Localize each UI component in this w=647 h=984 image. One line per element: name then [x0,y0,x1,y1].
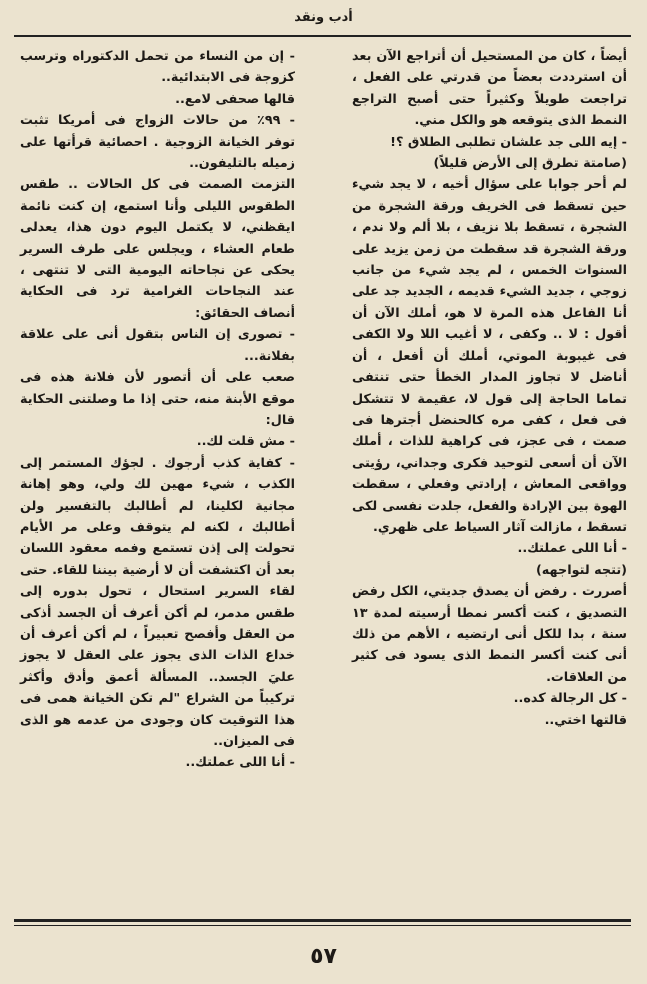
paragraph: صعب على أن أتصور لأن فلانة هذه فى موقع الأبنة منه، حتى إذا ما وصلتنى الحكاية قال: [20,370,295,428]
dialogue-line: - كل الرجالة كده.. [513,691,627,707]
dialogue-line: - إيه اللى جد علشان تطلبى الطلاق ؟! [390,134,627,150]
page-number: ٥٧ [310,944,337,969]
paragraph: أيضاً ، كان من المستحيل أن أتراجع الآن بعد أن استرددت بعضاً من قدرتي على الفعل ، تراجعت طويلاً وكثيراً حتى أصبح التراجع النمط الذى يتوقعه هو والكل مني. [352,49,627,129]
footer-rule [14,919,631,922]
dialogue-line: - ٩٩٪ من حالات الزواج فى أمريكا تثبت توفر الخيانة الزوجية . احصائية قرأتها على زميله بالتليفون.. [20,113,295,172]
paragraph: التزمت الصمت فى كل الحالات .. طقس الطقوس الليلى وأنا استمع، إن كنت نائمة ايقظني، لا يكتمل اليوم دون هذا، يعدلى طعام العشاء ، ويجلس على طرف السرير يحكى عن نجاحاته اليومية التى لا تنتهى ، عند النجاحات الغرامية ترد فى الحكاية أنصاف الحقائق: [20,177,295,321]
stage-direction: (صامتة تطرق إلى الأرض قليلاً) [433,156,627,172]
dialogue-line: - تصورى إن الناس بتقول أنى على علاقة بفلانة... [20,327,295,364]
dialogue-line: - إن من النساء من تحمل الدكتوراه وترسب كزوجة فى الابتدائية.. [20,49,295,86]
dialogue-line: - كفاية كذب أرجوك . لجؤك المستمر إلى الكذب ، شيء مهين لك ولي، وهو إهانة مجانية لكلينا، لم أطالبك بالتفسير ولن أطالبك ، لكنه لم يتوقف وعلى مر الأيام تحولت إلى إذن تستمع وفمه معقود اللسان بعد أن اكتشفت أن لا أرضية بيننا للقاء. حتى لقاء السرير استحال ، تحول بدوره إلى طقس مدمر، لم أكن أعرف أن الجسد أذكى من العقل وأفصح تعبيراً ، لم أكن أعرف أن خداع الذات الذى يجوز على العقل لا يجوز عليَ الجسد.. المسألة أعمق وأدق وأكثر تركيباً من الشراع "لم تكن الخيانة همى فى هذا التوقيت كان وجودى من عدمه هو الذى فى الميزان.. [20,455,295,749]
stage-direction: (تتجه لتواجهه) [535,562,627,578]
right-column [352,46,627,731]
paragraph: قالتها اختي.. [544,712,627,728]
section-header: أدب ونقد [294,10,353,25]
dialogue-line: - مش قلت لك.. [196,434,295,450]
footer-rule-thin [14,925,631,926]
paragraph: أصررت . رفض أن يصدق جديتي، الكل رفض التصديق ، كنت أكسر نمطا أرسيته لمدة ١٣ سنة ، بدا للكل أنى ارتضيه ، الأهم من ذلك أنى كنت أكسر النمط الذى يسود فى كثير من العلاقات. [352,584,627,685]
header-rule [14,35,631,37]
left-column [20,46,295,774]
paragraph: قالها صحفى لامع.. [175,91,295,107]
paragraph: لم أحر جوابا على سؤال أخيه ، لا يجد شيء حين تسقط فى الخريف ورقة الشجرة من الشجرة ، تسقط بلا نزيف ، بلا ألم ولا ندم ، ورقة الشجرة قد سقطت من زمن يزيد على السنوات الخمس ، لم يجد شيء من جانب زوجي ، جديد الشيء قديمه ، الجديد جد على أنا الفاعل هذه المرة لا هو، أملك الآن أن أقول : لا .. وكفى ، لا أغيب اللا ولا الكفى فى غيبوبة الموتي، أملك أن أفعل ، أن أناضل لا تجاوز المدار الخطأ حتى تنتفى تماما الحاجة إلى قول لا، عقيمة لا تتشكل فى فعل ، كفى مره كالحنضل أجترها فى صمت ، فى عجز، فى كراهية للذات ، أملك الآن أن أسعى لتوحيد فكرى وجداني، رؤيتى وواقعى المعاش ، إرادتي وفعلي ، سقطت الهوة بين الإرادة والفعل، جلدت نفسى لكى تسقط ، مازالت آثار السياط على ظهري. [352,177,627,535]
dialogue-line: - أنا اللى عملتك.. [517,541,627,557]
dialogue-line: - أنا اللى عملتك.. [185,755,295,771]
